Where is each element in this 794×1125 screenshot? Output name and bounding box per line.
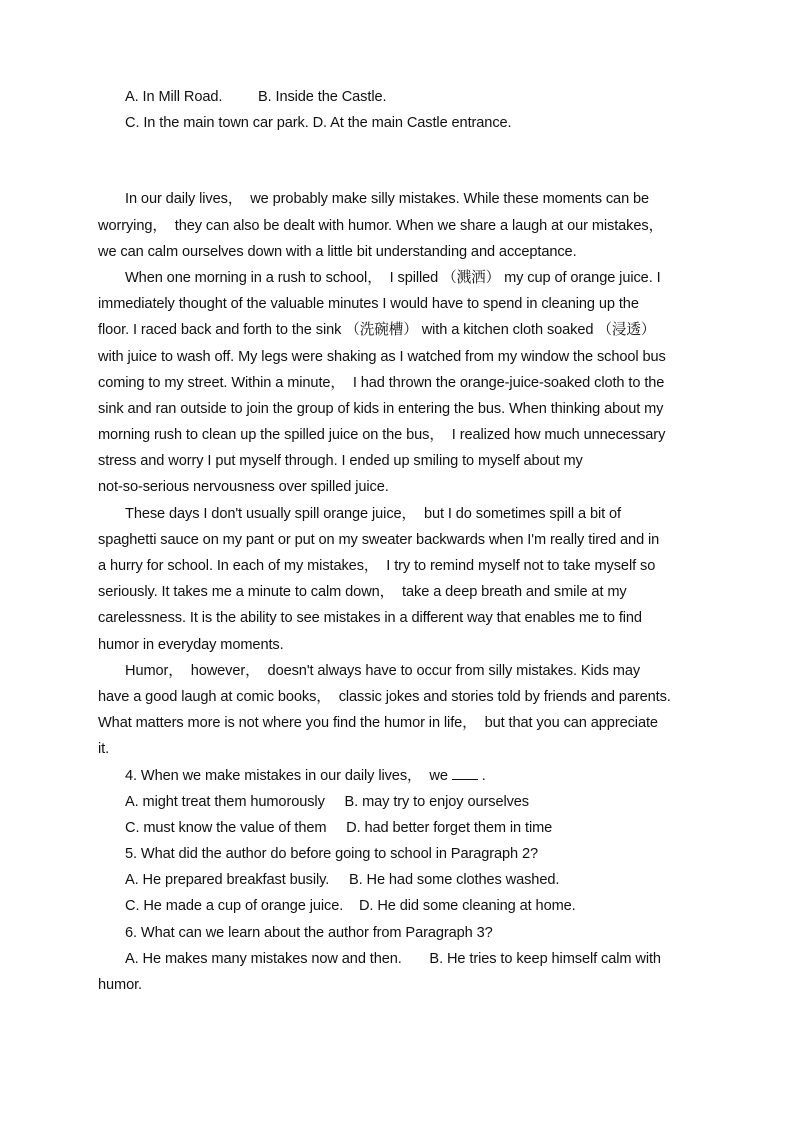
passage-line: humor in everyday moments.	[98, 636, 284, 653]
section-gap	[98, 136, 700, 186]
passage-line: What matters more is not where you find the humor in life， but that you can appreciate	[98, 715, 658, 732]
passage-line: a hurry for school. In each of my mistakes， I try to remind myself not to take myself so	[98, 558, 656, 574]
answer-blank[interactable]	[452, 765, 478, 780]
question-6-options-1: A. He makes many mistakes now and then. B. He tries to keep himself calm with	[125, 950, 661, 967]
passage-paragraph-3	[98, 501, 700, 658]
passage-line: In our daily lives， we probably make silly mistakes. While these moments can be	[125, 191, 650, 208]
question-5-stem: 5. What did the author do before going to school in Paragraph 2?	[125, 846, 539, 863]
question-4-options-2: C. must know the value of them D. had better forget them in time	[125, 819, 553, 836]
passage-line: carelessness. It is the ability to see mistakes in a different way that enables me to find	[98, 610, 642, 627]
passage-line: sink and ran outside to join the group of kids in entering the bus. When thinking about my	[98, 400, 664, 417]
passage-line: stress and worry I put myself through. I ended up smiling to myself about my	[98, 453, 583, 470]
passage-line: When one morning in a rush to school， I spilled （溅洒） my cup of orange juice. I	[125, 269, 661, 286]
question-5-options-1: A. He prepared breakfast busily. B. He had some clothes washed.	[125, 872, 560, 889]
passage-line: floor. I raced back and forth to the sink （洗碗槽） with a kitchen cloth soaked （浸透）	[98, 322, 656, 339]
passage-line: worrying， they can also be dealt with humor. When we share a laugh at our mistakes，	[98, 217, 664, 234]
passage-line: These days I don't usually spill orange juice， but I do sometimes spill a bit of	[125, 505, 621, 522]
question-4-options-1: A. might treat them humorously B. may try to enjoy ourselves	[125, 793, 530, 810]
question-4-stem-text: 4. When we make mistakes in our daily lives， we	[125, 767, 452, 784]
passage-paragraph-1	[98, 186, 700, 265]
passage-line: it.	[98, 741, 110, 758]
passage-line: morning rush to clean up the spilled juice on the bus， I realized how much unnecessary	[98, 427, 666, 444]
passage-line: spaghetti sauce on my pant or put on my sweater backwards when I'm really tired and in	[98, 531, 660, 548]
passage-line: seriously. It takes me a minute to calm down， take a deep breath and smile at my	[98, 584, 627, 601]
passage-line: not-so-serious nervousness over spilled juice.	[98, 479, 389, 496]
passage-line: Humor， however， doesn't always have to occur from silly mistakes. Kids may	[125, 662, 641, 679]
passage-line: coming to my street. Within a minute， I had thrown the orange-juice-soaked cloth to the	[98, 374, 665, 391]
prev-options-line-1: A. In Mill Road. B. Inside the Castle.	[125, 89, 387, 105]
question-4-stem	[98, 763, 700, 789]
question-6-stem: 6. What can we learn about the author from Paragraph 3?	[125, 924, 493, 941]
question-5-options-2: C. He made a cup of orange juice. D. He did some cleaning at home.	[125, 898, 576, 915]
passage-paragraph-4	[98, 658, 700, 763]
passage-paragraph-2	[98, 265, 700, 501]
passage-line: have a good laugh at comic books， classic jokes and stories told by friends and parents.	[98, 688, 671, 705]
passage-line: with juice to wash off. My legs were shaking as I watched from my window the school bus	[98, 348, 666, 365]
question-6-options-2: humor.	[98, 977, 143, 993]
document-content	[98, 84, 700, 998]
prev-options-line-2: C. In the main town car park. D. At the main Castle entrance.	[125, 115, 512, 132]
question-4-stem-end: .	[477, 767, 486, 784]
passage-line: immediately thought of the valuable minutes I would have to spend in cleaning up the	[98, 296, 639, 313]
passage-line: we can calm ourselves down with a little bit understanding and acceptance.	[98, 243, 577, 260]
